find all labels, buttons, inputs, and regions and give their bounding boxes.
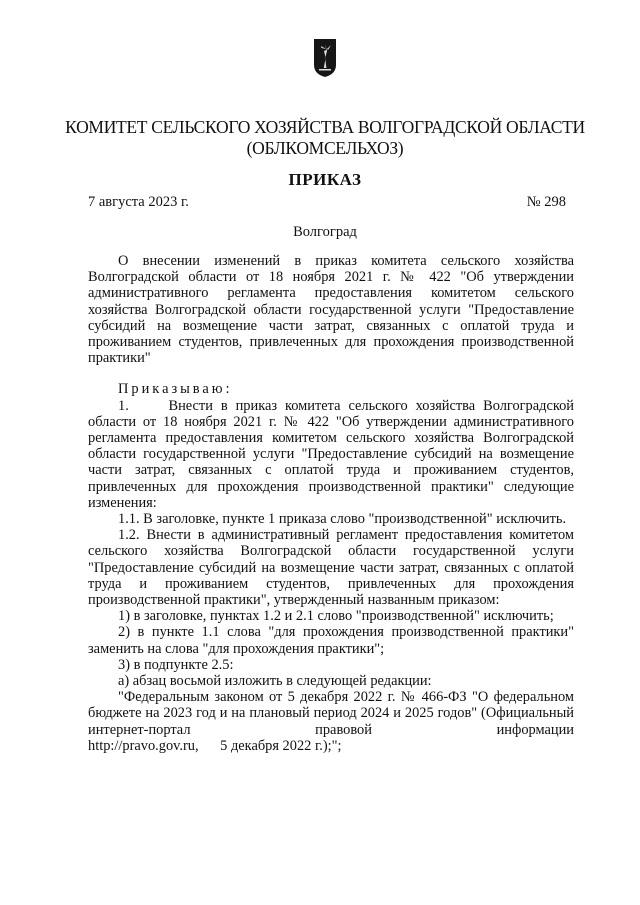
region-emblem-icon: [313, 38, 337, 78]
document-number: № 298: [526, 194, 566, 210]
orders-heading: Приказываю:: [118, 381, 233, 398]
item-1: 1) в заголовке, пунктах 1.2 и 2.1 слово "производственной" исключить;: [118, 608, 554, 625]
document-type: ПРИКАЗ: [288, 170, 362, 189]
document-subject: О внесении изменений в приказ комитета сельского хозяйства Волгоградской области от 18 ноября 2021 г. № 422 "Об утверждении административного регламента предоставления комитетом сельского хозяйства Волгоградской области государственной услуги "Предоставление субсидий на возмещение части затрат, связанных с оплатой труда и проживанием студентов, привлеченных для прохождения производственной практики": [88, 253, 574, 367]
quoted-text: "Федеральным законом от 5 декабря 2022 г. № 466-ФЗ "О федеральном бюджете на 2023 год и на плановый период 2024 и 2025 годов" (Официальный интернет-портал правовой информации: [88, 689, 574, 738]
quoted-text-continuation: http://pravo.gov.ru, 5 декабря 2022 г.);";: [88, 737, 342, 754]
item-3: 3) в подпункте 2.5:: [118, 656, 234, 673]
paragraph-1-1: 1.1. В заголовке, пункте 1 приказа слово "производственной" исключить.: [118, 511, 567, 528]
document-city: Волгоград: [293, 224, 357, 240]
document-body: [88, 253, 574, 754]
item-2: 2) в пункте 1.1 слова "для прохождения производственной практики" заменить на слова "для прохождения практики";: [88, 624, 574, 657]
organization-short-name: (ОБЛКОМСЕЛЬХОЗ): [246, 138, 404, 158]
organization-name: КОМИТЕТ СЕЛЬСКОГО ХОЗЯЙСТВА ВОЛГОГРАДСКОЙ ОБЛАСТИ: [65, 117, 585, 137]
paragraph-1-2: 1.2. Внести в административный регламент предоставления комитетом сельского хозяйства Волгоградской области государственной услуги "Предоставление субсидий на возмещение части затрат, связанных с оплатой труда и проживанием студентов, привлеченных для прохождения производственной практики", утвержденный названным приказом:: [88, 527, 574, 609]
item-3a: а) абзац восьмой изложить в следующей редакции:: [118, 673, 432, 690]
document-date: 7 августа 2023 г.: [88, 194, 189, 210]
paragraph-1: 1. Внести в приказ комитета сельского хозяйства Волгоградской области от 18 ноября 2021 г. № 422 "Об утверждении административного регламента предоставления комитетом сельского хозяйства Волгоградской области государственной услуги "Предоставление субсидий на возмещение части затрат, связанных с оплатой труда и проживанием студентов, привлеченных для прохождения производственной практики" следующие изменения:: [88, 397, 574, 511]
